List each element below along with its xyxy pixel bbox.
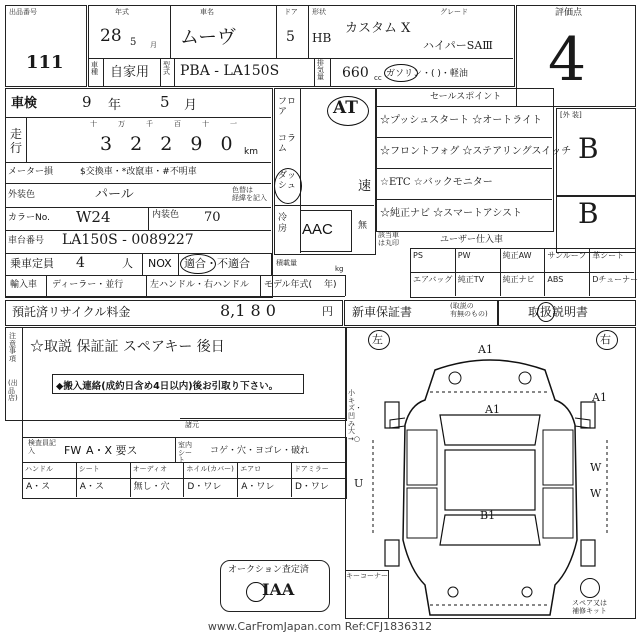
- manual-label: 取扱説明書: [528, 305, 589, 319]
- color-no-value: W24: [76, 208, 111, 226]
- lot-number-value: 111: [26, 52, 64, 73]
- usage-value: 自家用: [110, 65, 150, 80]
- grade-bottom-header: ハンドル: [25, 465, 53, 473]
- mileage-value: 3 2 2 9 0: [100, 133, 239, 155]
- exterior-grade-label: [外 装]: [560, 111, 582, 119]
- mark-a1-right: A1: [592, 391, 607, 404]
- car-name-value: ムーヴ: [180, 26, 237, 48]
- grade-bottom-value: 無し・穴: [133, 482, 170, 492]
- spare-tire-icon: [580, 578, 600, 598]
- mark-w-1: W: [590, 461, 602, 474]
- mirror-right: [575, 418, 590, 428]
- car-name-label: 車名: [200, 8, 214, 16]
- import-label: 輸入車: [10, 280, 38, 290]
- interior-label: 内装色: [152, 210, 180, 220]
- equipment-cell: サンルーフ: [547, 251, 587, 260]
- dash-circle: [274, 168, 302, 204]
- mark-b1: B1: [480, 509, 496, 522]
- exterior-grade-value: B: [578, 132, 599, 165]
- meter-label: メーター損: [8, 167, 54, 177]
- model-year-end: 年): [324, 280, 337, 290]
- shaken-year: 9: [82, 93, 92, 111]
- load-unit: kg: [335, 265, 344, 273]
- grade-bottom-value: A・ス: [79, 482, 104, 492]
- equipment-cell: 純正TV: [457, 275, 485, 284]
- equipment-cell: Dチューナー: [592, 275, 639, 284]
- month-value: 5: [130, 37, 137, 48]
- mark-a1-hood: A1: [485, 403, 500, 416]
- wheel-rear-right: [581, 540, 595, 566]
- nox-circle: [180, 254, 216, 274]
- displacement-value: 660: [342, 65, 369, 81]
- mark-w-2: W: [590, 487, 602, 500]
- model-label: 型式: [163, 61, 170, 76]
- color-label: 外装色: [8, 190, 36, 200]
- chassis-value: LA150S - 0089227: [62, 232, 194, 248]
- headlight-left: [449, 372, 461, 384]
- shape-label: 形状: [312, 8, 326, 16]
- mileage-label: 走行: [10, 127, 23, 155]
- stamp-logo: IAA: [262, 580, 295, 599]
- grade-row-label: 検査員記入: [28, 439, 56, 455]
- model-value: PBA - LA150S: [180, 63, 280, 79]
- recycle-value: 8,1 8 0: [220, 301, 276, 320]
- grade-bottom-value: D・ワレ: [295, 482, 329, 492]
- shaken-month: 5: [160, 93, 170, 111]
- equipment-cell: 革シート: [592, 251, 625, 260]
- load-label: 積載量: [276, 259, 297, 267]
- month-unit: 月: [150, 41, 157, 49]
- shaken-year-unit: 年: [108, 98, 122, 113]
- mirror-left: [390, 418, 405, 428]
- color-value: パール: [95, 187, 134, 202]
- grade-interior-value: コゲ・穴・ヨゴレ・破れ: [210, 446, 310, 456]
- floor-label: フロア: [278, 97, 297, 117]
- mileage-unit-header: 千: [146, 120, 153, 128]
- grade-line2: ハイパーSAⅢ: [423, 39, 493, 52]
- right-rear-door: [543, 488, 573, 538]
- year-label: 年式: [115, 8, 129, 16]
- color-note: 色替は 経緯を記入: [232, 186, 267, 202]
- equipment-cell: PW: [457, 251, 471, 260]
- equipment-cell: エアバッグ: [413, 275, 453, 284]
- speed-label: 速: [358, 179, 372, 194]
- door-value: 5: [286, 29, 295, 45]
- wheel-rear-left: [385, 540, 399, 566]
- mileage-unit-header: 十: [90, 120, 97, 128]
- remarks-sub: (出品店): [8, 379, 18, 403]
- manual-circle: [537, 302, 555, 322]
- sales-point-1: ☆プッシュスタート ☆オートライト: [380, 115, 542, 126]
- cooler-box: [300, 210, 352, 252]
- diagram-side-note: 小キズ・凹み大→○: [348, 389, 362, 444]
- grade-bottom-header: ホイル(カバー): [186, 465, 234, 473]
- recycle-label: 預託済リサイクル料金: [12, 305, 131, 319]
- shaken-month-unit: 月: [184, 98, 198, 113]
- import-options: ディーラー・並行: [52, 280, 124, 290]
- taillight-left: [448, 587, 458, 597]
- grade-fw-key: FW: [64, 444, 82, 457]
- equipment-cell: 純正AW: [502, 251, 532, 260]
- mileage-unit-header: 十: [202, 120, 209, 128]
- color-no-label: カラーNo.: [8, 213, 50, 223]
- windshield: [440, 415, 540, 445]
- nox-label: NOX: [148, 257, 172, 270]
- left-rear-door: [407, 488, 437, 538]
- lot-number-label: 出品番号: [9, 8, 37, 16]
- column-label: コラム: [278, 134, 297, 154]
- sales-point-4: ☆純正ナビ ☆スマートアシスト: [380, 208, 522, 219]
- right-front-door: [543, 430, 573, 485]
- sales-point-3: ☆ETC ☆バックモニター: [380, 177, 493, 188]
- taillight-right: [522, 587, 532, 597]
- interior-grade-value: B: [578, 197, 599, 230]
- warranty-label: 新車保証書: [352, 305, 413, 319]
- notice-text: ◆搬入連絡(成約日含め4日以内)後お引取り下さい。: [56, 381, 279, 392]
- displacement-unit: cc: [374, 74, 382, 82]
- displacement-label: 排気量: [317, 59, 324, 81]
- nox-options: 適合・不適合: [184, 257, 250, 270]
- grade-bottom-value: A・ス: [26, 482, 51, 492]
- capacity-label: 乗車定員: [10, 257, 54, 270]
- roof: [445, 450, 535, 510]
- mark-u: U: [354, 477, 364, 490]
- type-label: 車種: [91, 61, 98, 76]
- equipment-cell: ABS: [547, 275, 564, 284]
- diagram-right-label: 右: [600, 333, 611, 346]
- score-value: 4: [548, 25, 587, 95]
- interior-value: 70: [204, 210, 221, 225]
- door-label: ドア: [284, 8, 298, 16]
- grade-bottom-header: エアロ: [240, 465, 262, 473]
- equipment-cell: PS: [413, 251, 423, 260]
- equipment-cell: 純正ナビ: [502, 275, 535, 284]
- mileage-unit-header: 万: [118, 120, 125, 128]
- grade-fw-value: A・X 要ス: [86, 444, 138, 457]
- mark-a1-front: A1: [478, 343, 493, 356]
- dash-label: ダッシュ: [278, 171, 297, 191]
- fuel-circle: [384, 64, 418, 82]
- wheel-front-left: [385, 402, 399, 428]
- at-value: AT: [333, 98, 358, 118]
- remarks-side: 注意事項: [9, 332, 16, 364]
- shape-value: HB: [312, 31, 332, 45]
- key-corner-label: キーコーナー: [346, 572, 388, 580]
- grade-bottom-value: A・ワレ: [241, 482, 275, 492]
- ac-note: 該当車 は丸印: [378, 231, 399, 247]
- mileage-unit-header: 百: [174, 120, 181, 128]
- fuel-options: ガソリン・( )・軽油: [386, 69, 468, 79]
- shaken-label: 車検: [11, 96, 38, 111]
- lot-number-box: [5, 5, 87, 87]
- recycle-unit: 円: [322, 305, 333, 318]
- footer-watermark: www.CarFromJapan.com Ref:CFJ1836312: [207, 620, 433, 633]
- grade-label: グレード: [440, 8, 468, 16]
- cooler-value: AAC: [302, 221, 333, 238]
- diagram-left-label: 左: [372, 333, 383, 346]
- user-label: ユーザー仕入車: [440, 235, 504, 245]
- grade-interior-key: 室内シート: [178, 441, 192, 465]
- capacity-value: 4: [76, 255, 85, 271]
- capacity-unit: 人: [122, 257, 133, 270]
- mileage-unit-header: 一: [230, 120, 237, 128]
- stamp-title: オークション査定済: [228, 565, 309, 575]
- chassis-label: 車台番号: [8, 236, 45, 246]
- year-value: 28: [100, 26, 122, 46]
- grade-bottom-header: シート: [78, 465, 100, 473]
- grade-bottom-header: オーディオ: [132, 465, 168, 473]
- remarks-value: ☆取説 保証証 スペアキー 後日: [30, 339, 225, 355]
- none-label: 無: [358, 221, 368, 231]
- model-year-label: モデル年式(: [264, 280, 313, 290]
- handle-options: 左ハンドル・右ハンドル: [150, 280, 250, 290]
- cooler-label: 冷房: [278, 213, 288, 234]
- headlight-right: [519, 372, 531, 384]
- grade-bottom-header: ドアミラー: [294, 465, 329, 473]
- score-label: 評価点: [555, 8, 583, 18]
- left-front-door: [407, 430, 437, 485]
- wheel-front-right: [581, 402, 595, 428]
- grade-line1: カスタム X: [345, 21, 411, 36]
- spare-note: スペア又は 補修キット: [572, 599, 607, 615]
- mileage-unit: km: [244, 147, 258, 157]
- grade-bottom-value: D・ワレ: [187, 482, 222, 492]
- meter-options: $交換車・*改竄車・#不明車: [80, 167, 197, 177]
- sales-points-title: セールスポイント: [430, 92, 502, 102]
- warranty-note: (取説の 有無のもの): [450, 302, 488, 318]
- sales-point-2: ☆フロントフォグ ☆ステアリングスイッチ: [380, 146, 572, 157]
- misc-label: 諸元: [185, 421, 199, 429]
